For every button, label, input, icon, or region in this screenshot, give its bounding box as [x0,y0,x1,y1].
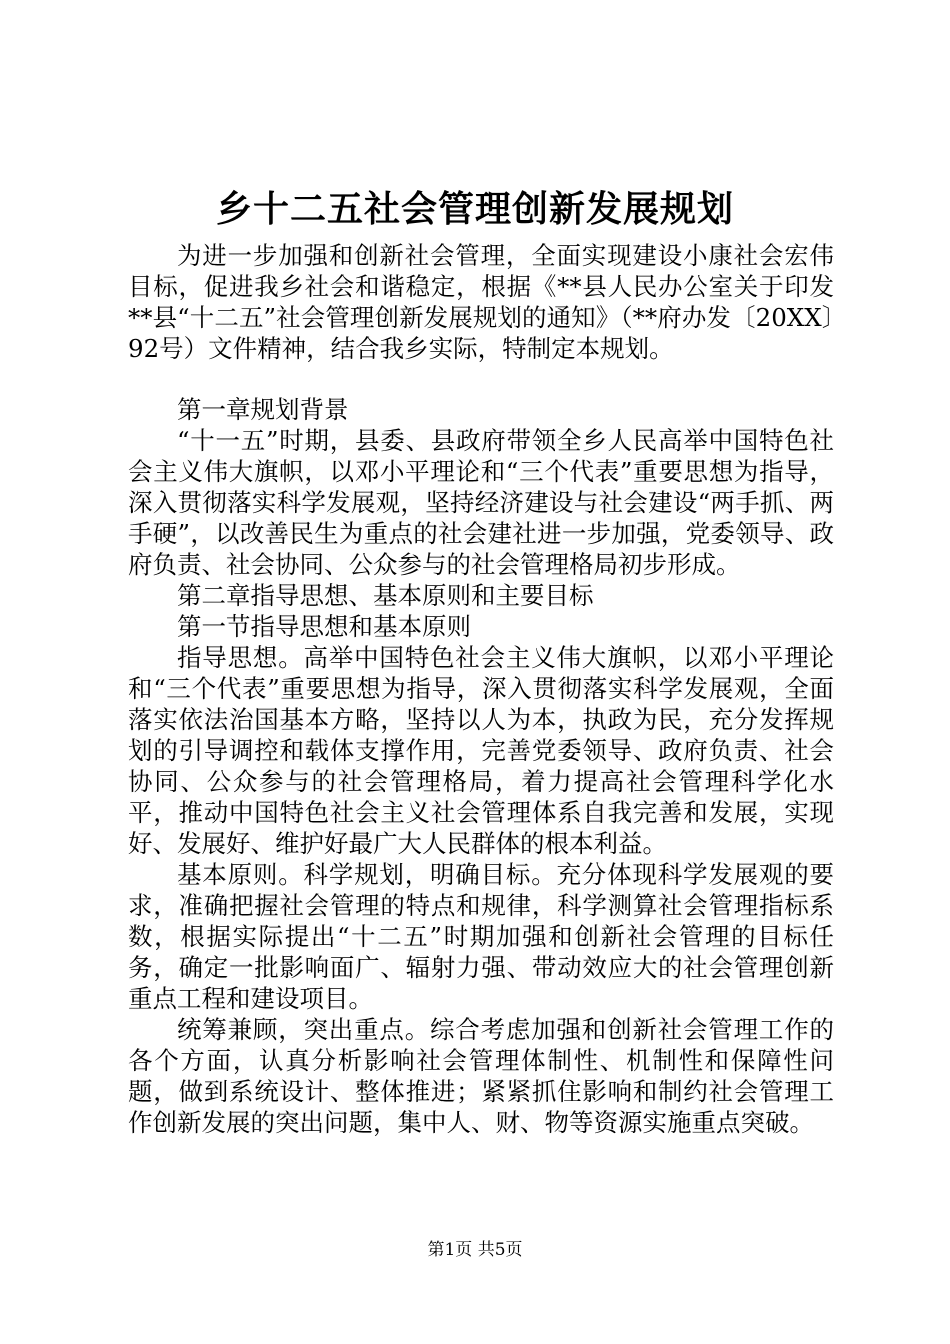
chapter-1-heading: 第一章规划背景 [177,395,349,424]
chapter-2-heading: 第二章指导思想、基本原则和主要目标 [177,581,594,610]
section-1-heading: 第一节指导思想和基本原则 [177,612,471,641]
intro-paragraph: 为进一步加强和创新社会管理，全面实现建设小康社会宏伟目标，促进我乡社会和谐稳定，根据《**县人民办公室关于印发**县“十二五”社会管理创新发展规划的通知》（**府办发〔20XX〕92号）文件精神，结合我乡实际，特制定本规划。 [128,241,834,363]
principle-1-paragraph: 基本原则。科学规划，明确目标。充分体现科学发展观的要求，准确把握社会管理的特点和规律，科学测算社会管理指标系数，根据实际提出“十二五”时期加强和创新社会管理的目标任务，确定一批影响面广、辐射力强、带动效应大的社会管理创新重点工程和建设项目。 [128,860,834,1013]
page-footer: 第1页 共5页 [427,1240,523,1260]
guiding-thought-paragraph: 指导思想。高举中国特色社会主义伟大旗帜，以邓小平理论和“三个代表”重要思想为指导，深入贯彻落实科学发展观，全面落实依法治国基本方略，坚持以人为本，执政为民，充分发挥规划的引导调控和载体支撑作用，完善党委领导、政府负责、社会协同、公众参与的社会管理格局，着力提高社会管理科学化水平，推动中国特色社会主义社会管理体系自我完善和发展，实现好、发展好、维护好最广大人民群体的根本利益。 [128,643,834,858]
document-body [128,240,834,1138]
chapter-1-paragraph: “十一五”时期，县委、县政府带领全乡人民高举中国特色社会主义伟大旗帜，以邓小平理论和“三个代表”重要思想为指导，深入贯彻落实科学发展观，坚持经济建设与社会建设“两手抓、两手硬”，以改善民生为重点的社会建社进一步加强，党委领导、政府负责、社会协同、公众参与的社会管理格局初步形成。 [128,426,834,579]
principle-2-paragraph: 统筹兼顾，突出重点。综合考虑加强和创新社会管理工作的各个方面，认真分析影响社会管理体制性、机制性和保障性问题，做到系统设计、整体推进；紧紧抓住影响和制约社会管理工作创新发展的突出问题，集中人、财、物等资源实施重点突破。 [128,1015,834,1137]
document-title: 乡十二五社会管理创新发展规划 [215,188,734,230]
